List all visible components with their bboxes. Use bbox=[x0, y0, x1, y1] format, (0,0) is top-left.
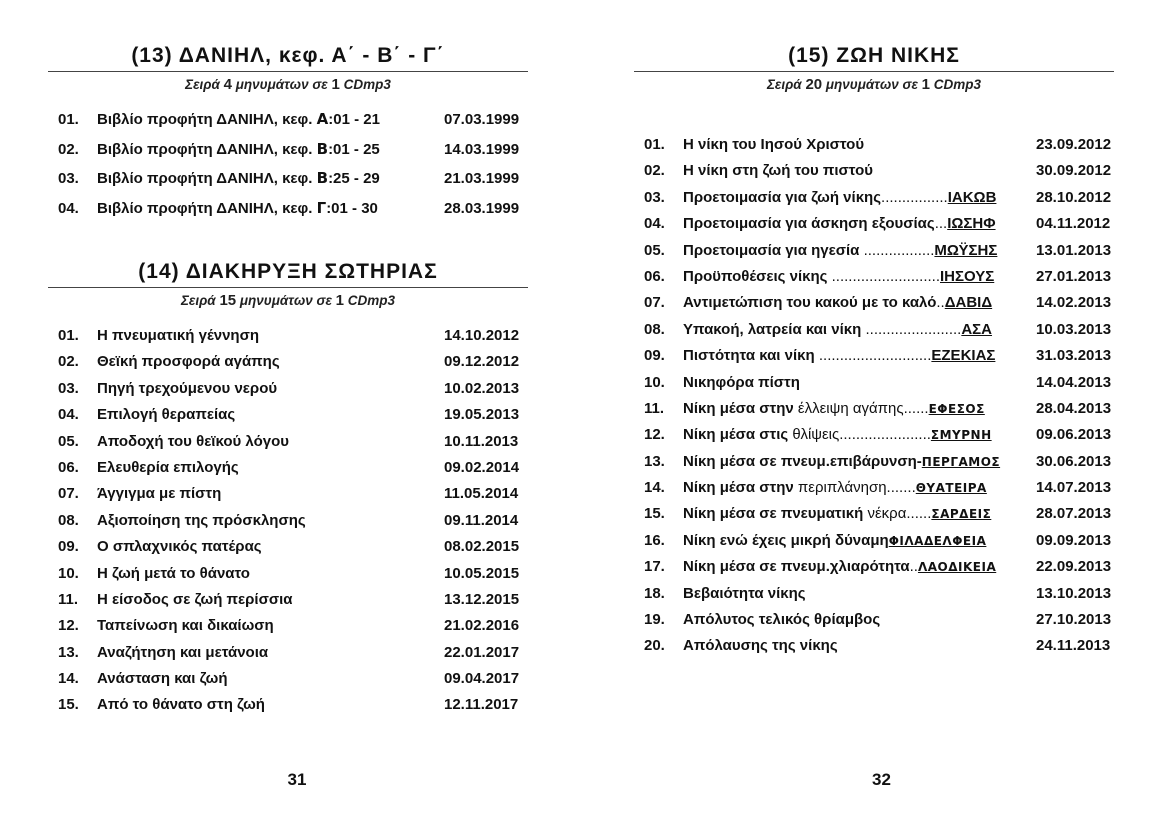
list-item bbox=[634, 607, 1114, 633]
item-title bbox=[683, 158, 873, 184]
page-number: 32 bbox=[872, 770, 891, 789]
item-title-detail: θλίψεις...................... bbox=[792, 426, 931, 444]
list-item bbox=[48, 135, 528, 165]
item-title-text: Αντιμετώπιση του κακού με το καλό bbox=[683, 294, 937, 312]
item-date: 13.12.2015 bbox=[444, 590, 520, 608]
item-date: 09.06.2013 bbox=[1036, 426, 1112, 444]
item-number: 09. bbox=[644, 347, 665, 365]
item-date: 13.10.2013 bbox=[1036, 584, 1112, 602]
message-count: 4 bbox=[223, 76, 232, 93]
item-title-text: Ανάσταση και ζωή bbox=[97, 670, 228, 688]
item-date: 14.03.1999 bbox=[444, 140, 520, 158]
item-title bbox=[97, 105, 380, 135]
item-date: 14.04.2013 bbox=[1036, 373, 1112, 391]
list-item bbox=[634, 370, 1114, 396]
item-number: 06. bbox=[58, 458, 79, 476]
item-title-text: Η νίκη του Ιησού Χριστού bbox=[683, 136, 865, 153]
list-item bbox=[634, 185, 1114, 211]
series-subtitle bbox=[48, 74, 528, 96]
series-subtitle bbox=[634, 74, 1114, 96]
item-title bbox=[97, 666, 228, 692]
list-item bbox=[634, 475, 1114, 501]
item-title-text: Νίκη μέσα σε πνευμ.χλιαρότητα bbox=[683, 558, 910, 576]
item-number: 13. bbox=[644, 452, 665, 470]
item-number: 10. bbox=[644, 373, 665, 391]
item-title-detail: έλλειψη αγάπης...... bbox=[797, 399, 929, 417]
list-item bbox=[48, 349, 528, 375]
item-keyword: ΙΗΣΟΥΣ bbox=[940, 267, 995, 285]
item-title-detail: .. bbox=[909, 558, 918, 576]
list-item bbox=[48, 692, 528, 718]
item-number: 02. bbox=[644, 162, 665, 180]
item-title-text: Επιλογή θεραπείας bbox=[97, 406, 236, 424]
item-date: 04.11.2012 bbox=[1036, 215, 1111, 233]
message-count: 20 bbox=[805, 76, 823, 93]
item-date: 21.03.1999 bbox=[444, 170, 520, 188]
item-title-text: Αξιοποίηση της πρόσκλησης bbox=[97, 511, 306, 529]
item-date: 08.02.2015 bbox=[444, 538, 520, 556]
item-title-detail: ........................... bbox=[818, 347, 932, 365]
item-title-detail: .. bbox=[936, 294, 945, 312]
list-item bbox=[634, 554, 1114, 580]
item-title bbox=[683, 396, 985, 422]
item-title bbox=[683, 317, 992, 343]
item-number: 10. bbox=[58, 564, 79, 582]
list-item bbox=[634, 317, 1114, 343]
item-title-text: Η είσοδος σε ζωή περίσσια bbox=[97, 590, 293, 608]
item-title bbox=[97, 561, 250, 587]
item-date: 09.04.2017 bbox=[444, 670, 520, 688]
item-title-text: Απόλαυσης της νίκης bbox=[683, 637, 838, 655]
list-item bbox=[48, 508, 528, 534]
item-number: 04. bbox=[644, 215, 665, 233]
list-item bbox=[48, 613, 528, 639]
item-title bbox=[97, 534, 262, 560]
item-title-text: Νίκη ενώ έχεις μικρή δύναμη bbox=[683, 531, 889, 549]
item-date: 28.10.2012 bbox=[1036, 188, 1112, 206]
chapter-range: :25 - 29 bbox=[328, 170, 380, 188]
item-keyword: ΛΑΟΔΙΚΕΙΑ bbox=[917, 560, 997, 575]
disc-count: 1 bbox=[331, 76, 340, 93]
item-date: 28.04.2013 bbox=[1036, 399, 1112, 417]
message-list bbox=[48, 323, 528, 719]
item-title-text: Βιβλίο προφήτη ΔΑΝΙΗΛ, κεφ. bbox=[97, 111, 317, 128]
list-item bbox=[48, 402, 528, 428]
message-list bbox=[634, 132, 1114, 660]
item-title-text: Νίκη μέσα στις bbox=[683, 426, 793, 444]
section-title: (13) ΔΑΝΙΗΛ, κεφ. Α΄ - Β΄ - Γ΄ bbox=[131, 44, 445, 67]
title-rule bbox=[634, 71, 1114, 72]
item-number: 15. bbox=[58, 696, 79, 714]
item-date: 21.02.2016 bbox=[444, 617, 520, 635]
item-title-text: Ελευθερία επιλογής bbox=[97, 458, 239, 476]
disc-count: 1 bbox=[335, 292, 345, 309]
item-title bbox=[683, 238, 997, 264]
list-item bbox=[634, 501, 1114, 527]
item-number: 03. bbox=[644, 188, 665, 206]
item-title bbox=[683, 528, 986, 554]
list-item bbox=[48, 455, 528, 481]
item-title bbox=[683, 607, 880, 633]
disc-count: 1 bbox=[921, 76, 931, 93]
item-number: 03. bbox=[58, 379, 79, 397]
list-item bbox=[48, 323, 528, 349]
list-item bbox=[48, 534, 528, 560]
item-keyword: ΕΦΕΣΟΣ bbox=[928, 401, 985, 416]
item-title bbox=[683, 370, 800, 396]
item-date: 09.11.2014 bbox=[444, 511, 519, 529]
item-number: 05. bbox=[58, 432, 79, 450]
item-title bbox=[97, 481, 221, 507]
item-date: 27.10.2013 bbox=[1036, 611, 1112, 629]
list-item bbox=[634, 581, 1114, 607]
item-title-detail: ................. bbox=[863, 241, 935, 259]
item-title bbox=[683, 554, 996, 580]
item-title bbox=[97, 429, 289, 455]
message-list bbox=[48, 105, 528, 224]
item-title-text: Ταπείνωση και δικαίωση bbox=[97, 617, 274, 635]
item-title bbox=[683, 581, 806, 607]
item-date: 24.11.2013 bbox=[1036, 637, 1111, 655]
section-salvation bbox=[48, 257, 528, 719]
item-number: 12. bbox=[644, 426, 665, 444]
item-title-text: Αποδοχή του θεϊκού λόγου bbox=[97, 432, 289, 450]
series-subtitle bbox=[48, 290, 528, 312]
item-keyword: ΣΑΡΔΕΙΣ bbox=[931, 507, 992, 522]
item-date: 30.06.2013 bbox=[1036, 452, 1112, 470]
item-title-text: Βεβαιότητα νίκης bbox=[683, 584, 806, 602]
item-title-text: Βιβλίο προφήτη ΔΑΝΙΗΛ, κεφ. bbox=[97, 170, 317, 188]
item-title bbox=[97, 164, 380, 194]
item-date: 23.09.2012 bbox=[1036, 136, 1112, 153]
subtitle-text: μηνυμάτων σε bbox=[822, 77, 922, 92]
item-title-text: Νίκη μέσα σε πνευματική bbox=[683, 505, 868, 523]
item-title-text: Πιστότητα και νίκη bbox=[683, 347, 819, 365]
chapter-range: :01 - 30 bbox=[326, 200, 378, 218]
item-number: 04. bbox=[58, 200, 79, 218]
item-title-text: Ο σπλαχνικός πατέρας bbox=[97, 538, 262, 556]
item-date: 10.03.2013 bbox=[1036, 320, 1112, 338]
item-title bbox=[683, 132, 864, 158]
title-rule bbox=[48, 287, 528, 288]
item-title bbox=[97, 402, 235, 428]
item-number: 09. bbox=[58, 538, 79, 556]
chapter-letter: Β bbox=[316, 139, 329, 158]
right-page bbox=[584, 0, 1169, 826]
item-number: 16. bbox=[644, 531, 665, 549]
list-item bbox=[634, 211, 1114, 237]
subtitle-text: Σειρά bbox=[180, 293, 220, 308]
item-number: 07. bbox=[644, 294, 665, 312]
item-title bbox=[683, 211, 996, 237]
subtitle-text: Σειρά bbox=[766, 77, 806, 92]
item-keyword: ΔΑΒΙΔ bbox=[944, 294, 993, 312]
list-item bbox=[48, 376, 528, 402]
item-date: 14.02.2013 bbox=[1036, 294, 1112, 312]
item-number: 02. bbox=[58, 140, 79, 158]
subtitle-text: μηνυμάτων σε bbox=[236, 293, 336, 308]
subtitle-text: μηνυμάτων σε bbox=[231, 77, 332, 92]
item-date: 31.03.2013 bbox=[1036, 347, 1112, 365]
list-item bbox=[634, 449, 1114, 475]
item-title bbox=[683, 475, 987, 501]
item-title bbox=[683, 633, 838, 659]
item-title-text: Προετοιμασία για ζωή νίκης bbox=[683, 188, 882, 206]
item-title-detail: νέκρα...... bbox=[867, 505, 932, 523]
item-date: 09.12.2012 bbox=[444, 353, 520, 371]
item-number: 14. bbox=[58, 670, 79, 688]
item-title-detail: ....................... bbox=[865, 320, 962, 338]
section-title: (15) ΖΩΗ ΝΙΚΗΣ bbox=[788, 44, 960, 67]
list-item bbox=[48, 105, 528, 135]
item-number: 04. bbox=[58, 406, 79, 424]
list-item bbox=[634, 528, 1114, 554]
item-number: 11. bbox=[58, 590, 79, 608]
item-title-text: Προετοιμασία για άσκηση εξουσίας bbox=[683, 215, 935, 233]
item-keyword: ΣΜΥΡΝΗ bbox=[930, 428, 992, 443]
item-number: 18. bbox=[644, 584, 665, 602]
chapter-letter: Α bbox=[316, 110, 329, 128]
list-item bbox=[634, 158, 1114, 184]
item-title bbox=[683, 264, 994, 290]
item-title-text: Θεϊκή προσφορά αγάπης bbox=[97, 353, 280, 371]
chapter-range: :01 - 25 bbox=[328, 140, 380, 158]
item-number: 03. bbox=[58, 170, 79, 188]
item-date: 27.01.2013 bbox=[1036, 267, 1112, 285]
list-item bbox=[634, 290, 1114, 316]
message-count: 15 bbox=[219, 292, 237, 309]
item-date: 14.10.2012 bbox=[444, 327, 520, 344]
item-title bbox=[97, 587, 293, 613]
item-title bbox=[683, 422, 992, 448]
item-title bbox=[97, 508, 306, 534]
list-item bbox=[634, 343, 1114, 369]
item-title-text: Πηγή τρεχούμενου νερού bbox=[97, 379, 278, 397]
section-title: (14) ΔΙΑΚΗΡΥΞΗ ΣΩΤΗΡΙΑΣ bbox=[138, 260, 438, 283]
subtitle-text: CDmp3 bbox=[339, 77, 391, 92]
title-rule bbox=[48, 71, 528, 72]
item-number: 02. bbox=[58, 353, 79, 371]
page-number: 31 bbox=[287, 770, 307, 789]
item-number: 01. bbox=[58, 111, 79, 128]
item-date: 12.11.2017 bbox=[444, 696, 519, 714]
item-keyword: ΑΣΑ bbox=[961, 320, 993, 338]
item-date: 28.07.2013 bbox=[1036, 505, 1112, 523]
item-number: 08. bbox=[58, 511, 79, 529]
item-title bbox=[97, 613, 274, 639]
left-page bbox=[0, 0, 584, 826]
item-title-text: Απόλυτος τελικός θρίαμβος bbox=[683, 611, 881, 629]
item-title bbox=[97, 323, 259, 349]
item-title-text: Βιβλίο προφήτη ΔΑΝΙΗΛ, κεφ. bbox=[97, 140, 317, 158]
item-keyword: ΜΩΫΣΗΣ bbox=[934, 241, 998, 259]
item-number: 19. bbox=[644, 611, 665, 629]
item-number: 11. bbox=[644, 399, 665, 417]
item-title-text: Η ζωή μετά το θάνατο bbox=[97, 564, 250, 582]
item-date: 09.02.2014 bbox=[444, 458, 520, 476]
item-title-text: Βιβλίο προφήτη ΔΑΝΙΗΛ, κεφ. bbox=[97, 200, 317, 218]
item-number: 12. bbox=[58, 617, 79, 635]
item-date: 10.11.2013 bbox=[444, 432, 519, 450]
chapter-letter: Γ bbox=[316, 199, 327, 218]
item-title-text: Νικηφόρα πίστη bbox=[683, 373, 800, 391]
item-number: 13. bbox=[58, 643, 79, 661]
item-title bbox=[683, 290, 992, 316]
item-title bbox=[683, 501, 991, 527]
item-date: 10.05.2015 bbox=[444, 564, 520, 582]
item-title-detail: ................ bbox=[881, 188, 948, 206]
item-title bbox=[683, 449, 1000, 475]
subtitle-text: CDmp3 bbox=[344, 293, 396, 308]
list-item bbox=[634, 238, 1114, 264]
chapter-range: :01 - 21 bbox=[328, 111, 380, 128]
list-item bbox=[634, 422, 1114, 448]
item-title bbox=[97, 135, 380, 165]
item-title bbox=[97, 194, 378, 224]
list-item bbox=[48, 666, 528, 692]
item-date: 22.01.2017 bbox=[444, 643, 520, 661]
item-title bbox=[97, 692, 265, 718]
item-title-text: Υπακοή, λατρεία και νίκη bbox=[683, 320, 866, 338]
item-title-detail: ... bbox=[934, 215, 948, 233]
item-date: 13.01.2013 bbox=[1036, 241, 1112, 259]
section-victory-life bbox=[634, 41, 1114, 660]
list-item bbox=[48, 429, 528, 455]
item-title-text: Η νίκη στη ζωή του πιστού bbox=[683, 162, 873, 180]
item-title-detail: .......................... bbox=[831, 267, 940, 285]
item-number: 07. bbox=[58, 485, 79, 503]
item-date: 22.09.2013 bbox=[1036, 558, 1112, 576]
item-number: 01. bbox=[58, 327, 79, 344]
list-item bbox=[634, 264, 1114, 290]
item-title bbox=[683, 343, 995, 369]
item-number: 20. bbox=[644, 637, 665, 655]
section-daniel bbox=[48, 41, 528, 224]
item-keyword: ΘΥΑΤΕΙΡΑ bbox=[915, 481, 987, 496]
item-number: 06. bbox=[644, 267, 665, 285]
item-number: 05. bbox=[644, 241, 665, 259]
item-date: 14.07.2013 bbox=[1036, 479, 1112, 497]
item-date: 30.09.2012 bbox=[1036, 162, 1112, 180]
list-item bbox=[48, 481, 528, 507]
item-date: 09.09.2013 bbox=[1036, 531, 1112, 549]
subtitle-text: Σειρά bbox=[185, 77, 224, 92]
list-item bbox=[634, 132, 1114, 158]
item-number: 01. bbox=[644, 136, 665, 153]
item-title-text: Η πνευματική γέννηση bbox=[97, 327, 260, 344]
item-title-text: Νίκη μέσα στην bbox=[683, 399, 798, 417]
list-item bbox=[48, 164, 528, 194]
item-keyword: ΦΙΛΑΔΕΛΦΕΙΑ bbox=[888, 533, 987, 548]
item-title bbox=[97, 376, 277, 402]
item-date: 07.03.1999 bbox=[444, 111, 520, 128]
list-item bbox=[634, 396, 1114, 422]
item-title bbox=[683, 185, 996, 211]
item-number: 17. bbox=[644, 558, 665, 576]
item-date: 11.05.2014 bbox=[444, 485, 519, 503]
item-title-text: Αναζήτηση και μετάνοια bbox=[97, 643, 269, 661]
item-title-detail: περιπλάνηση....... bbox=[797, 479, 916, 497]
item-number: 15. bbox=[644, 505, 665, 523]
list-item bbox=[48, 194, 528, 224]
item-keyword: ΠΕΡΓΑΜΟΣ bbox=[921, 454, 1001, 469]
list-item bbox=[48, 561, 528, 587]
item-number: 08. bbox=[644, 320, 665, 338]
item-keyword: ΙΑΚΩΒ bbox=[947, 188, 997, 206]
item-title-text: Προετοιμασία για ηγεσία bbox=[683, 241, 864, 259]
item-keyword: ΕΖΕΚΙΑΣ bbox=[931, 347, 996, 365]
list-item bbox=[48, 640, 528, 666]
chapter-letter: Β bbox=[316, 169, 329, 188]
item-title bbox=[97, 349, 280, 375]
item-date: 10.02.2013 bbox=[444, 379, 520, 397]
item-date: 28.03.1999 bbox=[444, 200, 520, 218]
list-item bbox=[634, 633, 1114, 659]
item-title-text: Νίκη μέσα σε πνευμ.επιβάρυνση- bbox=[683, 452, 922, 470]
item-date: 19.05.2013 bbox=[444, 406, 520, 424]
subtitle-text: CDmp3 bbox=[930, 77, 982, 92]
item-title bbox=[97, 455, 239, 481]
list-item bbox=[48, 587, 528, 613]
item-title-text: Από το θάνατο στη ζωή bbox=[97, 696, 265, 714]
item-number: 14. bbox=[644, 479, 665, 497]
item-title-text: Προϋποθέσεις νίκης bbox=[683, 267, 832, 285]
item-title-text: Νίκη μέσα στην bbox=[683, 479, 798, 497]
item-title-text: Άγγιγμα με πίστη bbox=[97, 485, 222, 503]
item-keyword: ΙΩΣΗΦ bbox=[947, 215, 996, 233]
item-title bbox=[97, 640, 268, 666]
